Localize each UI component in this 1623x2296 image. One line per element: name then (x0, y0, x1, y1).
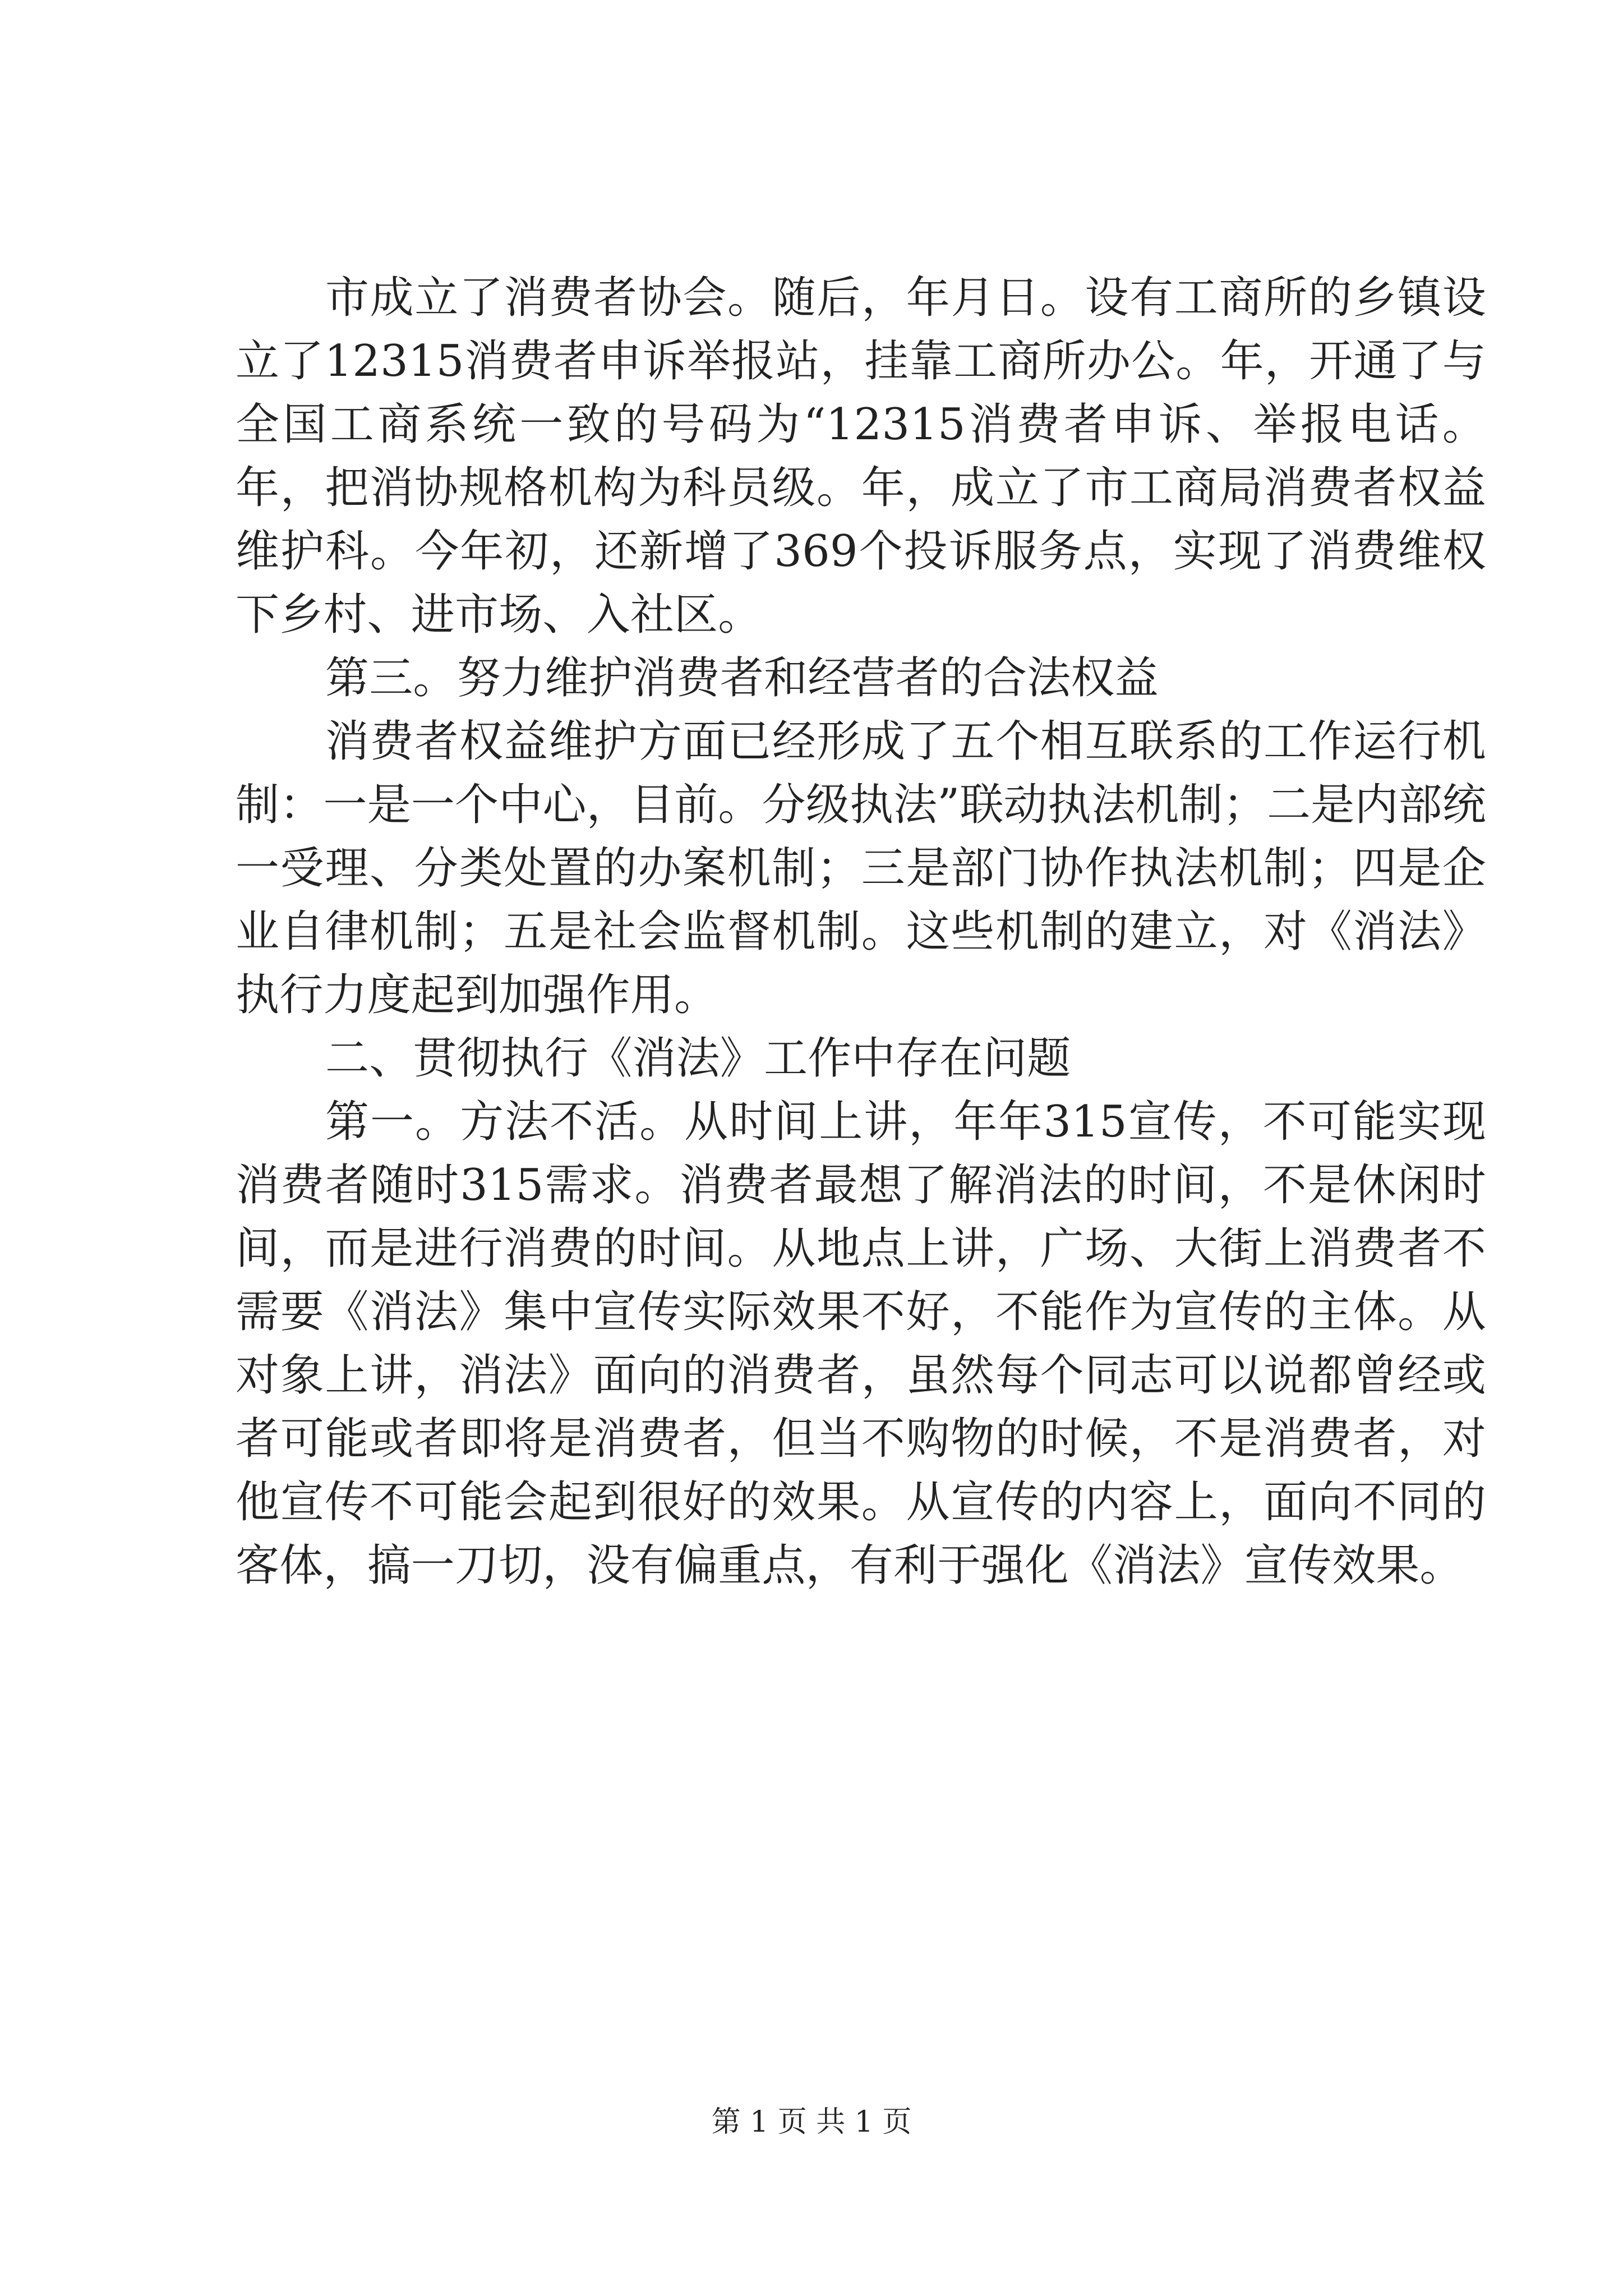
heading-problems: 二、贯彻执行《消法》工作中存在问题 (325, 1033, 1071, 1084)
paragraph-methods: 第一。方法不活。从时间上讲，年年315宣传，不可能实现消费者随时315需求。消费者最想了解消法的时间，不是休闲时间，而是进行消费的时间。从地点上讲，广场、大街上消费者不需要《消法》集中宣传实际效果不好，不能作为宣传的主体。从对象上讲，消法》面向的消费者，虽然每个同志可以说都曾经或者可能或者即将是消费者，但当不购物的时候，不是消费者，对他宣传不可能会起到很好的效果。从宣传的内容上，面向不同的客体，搞一刀切，没有偏重点，有利于强化《消法》宣传效果。 (236, 1097, 1486, 1591)
page-footer: 第 1 页 共 1 页 (711, 2105, 912, 2139)
heading-section-three: 第三。努力维护消费者和经营者的合法权益 (325, 653, 1159, 703)
paragraph-consumer-association: 市成立了消费者协会。随后，年月日。设有工商所的乡镇设立了12315消费者申诉举报站，挂靠工商所办公。年，开通了与全国工商系统一致的号码为“12315消费者申诉、举报电话。年，把消协规格机构为科员级。年，成立了市工商局消费者权益维护科。今年初，还新增了369个投诉服务点，实现了消费维权下乡村、进市场、入社区。 (236, 273, 1486, 640)
document-body (236, 266, 1486, 1598)
paragraph-mechanisms: 消费者权益维护方面已经形成了五个相互联系的工作运行机制：一是一个中心，目前。分级执法”联动执法机制；二是内部统一受理、分类处置的办案机制；三是部门协作执法机制；四是企业自律机制；五是社会监督机制。这些机制的建立，对《消法》执行力度起到加强作用。 (236, 716, 1486, 1020)
